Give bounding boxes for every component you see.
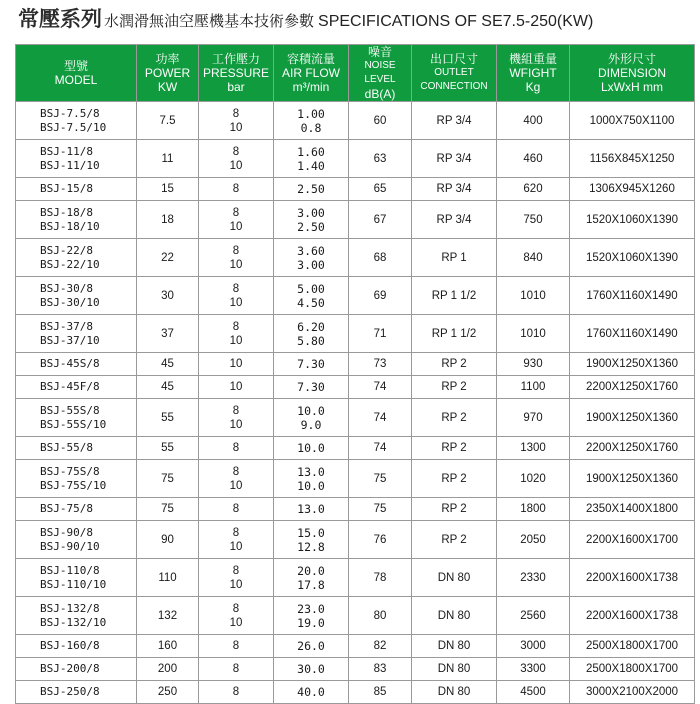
table-row [16,460,695,498]
outlet-cell: RP 3/4 [412,140,497,178]
model-line: BSJ-7.5/10 [40,120,107,134]
table-row [16,140,695,178]
table-row [16,559,695,597]
flow-line: 7.30 [297,380,325,394]
flow-line: 13.0 [297,464,325,479]
power-cell: 37 [137,315,199,353]
pressure-cell [199,635,274,658]
table-row [16,498,695,521]
model-line: BSJ-75S/8 [40,464,100,478]
power-cell: 30 [137,277,199,315]
flow-line: 10.0 [297,478,325,493]
pressure-line: 10 [229,296,243,309]
flow-line: 13.0 [297,502,325,516]
pressure-cell [199,498,274,521]
model-line: BSJ-30/8 [40,281,93,295]
power-cell: 132 [137,597,199,635]
model-line: BSJ-132/10 [40,615,107,629]
noise-cell: 75 [349,460,412,498]
weight-cell: 1010 [497,315,570,353]
outlet-cell: RP 1 [412,239,497,277]
dimension-cell: 1760X1160X1490 [570,315,695,353]
column-header-unit: KW [157,80,178,94]
column-header-cn: 容積流量 [286,52,335,66]
power-cell: 75 [137,460,199,498]
model-line: BSJ-132/8 [40,601,100,615]
power-cell: 200 [137,658,199,681]
flow-line: 30.0 [297,662,325,676]
model-line: BSJ-75S/10 [40,478,107,492]
noise-cell: 76 [349,521,412,559]
flow-line: 19.0 [297,615,325,630]
outlet-cell: RP 2 [412,460,497,498]
flow-cell [274,521,349,559]
pressure-cell [199,277,274,315]
model-cell [16,521,137,559]
power-cell: 7.5 [137,102,199,140]
model-cell [16,277,137,315]
column-header [570,45,695,102]
flow-line: 10.0 [297,403,325,418]
column-header-cn: 出口尺寸 [429,52,478,66]
pressure-line: 10 [229,578,243,591]
table-header [16,45,695,102]
model-line: BSJ-90/8 [40,525,93,539]
pressure-cell [199,658,274,681]
model-line: BSJ-55/8 [40,441,93,454]
header-row [16,45,695,102]
flow-cell [274,376,349,399]
noise-cell: 71 [349,315,412,353]
model-cell [16,597,137,635]
pressure-line: 10 [229,381,243,393]
model-line: BSJ-110/8 [40,563,100,577]
outlet-cell: RP 2 [412,376,497,399]
flow-cell [274,437,349,460]
flow-line: 40.0 [297,685,325,699]
power-cell: 45 [137,376,199,399]
flow-cell [274,597,349,635]
dimension-cell: 1900X1250X1360 [570,399,695,437]
pressure-cell [199,460,274,498]
flow-line: 12.8 [297,539,325,554]
pressure-line: 8 [232,465,240,478]
column-header [274,45,349,102]
noise-cell: 75 [349,498,412,521]
outlet-cell: RP 3/4 [412,102,497,140]
model-cell [16,239,137,277]
column-header-unit: m³/min [292,80,330,94]
pressure-cell [199,597,274,635]
dimension-cell: 1520X1060X1390 [570,239,695,277]
model-line: BSJ-22/10 [40,257,100,271]
model-cell [16,681,137,704]
weight-cell: 1300 [497,437,570,460]
outlet-cell: DN 80 [412,681,497,704]
model-cell [16,399,137,437]
column-header-cn: 噪音 [367,45,392,59]
model-line: BSJ-45F/8 [40,380,100,393]
power-cell: 75 [137,498,199,521]
column-header [497,45,570,102]
pressure-line: 8 [232,526,240,539]
model-line: BSJ-18/8 [40,205,93,219]
column-header-en: POWER [144,66,191,80]
pressure-cell [199,399,274,437]
pressure-line: 8 [232,602,240,615]
column-header-cn: 型號 [63,59,88,73]
pressure-line: 10 [229,258,243,271]
column-header-en: AIR FLOW [281,66,340,80]
pressure-cell [199,239,274,277]
noise-cell: 80 [349,597,412,635]
weight-cell: 2330 [497,559,570,597]
power-cell: 110 [137,559,199,597]
pressure-cell [199,376,274,399]
table-row [16,239,695,277]
title-description: 水潤滑無油空壓機基本技術參數 [104,13,315,30]
dimension-cell: 2200X1600X1738 [570,559,695,597]
model-line: BSJ-90/10 [40,539,100,553]
pressure-line: 8 [232,206,240,219]
pressure-line: 10 [229,616,243,629]
column-header-unit: LxWxH mm [601,80,663,94]
power-cell: 22 [137,239,199,277]
column-header-cn: 功率 [155,52,180,66]
outlet-cell: DN 80 [412,658,497,681]
model-line: BSJ-11/8 [40,144,93,158]
flow-line: 10.0 [297,441,325,455]
flow-line: 4.50 [297,295,325,310]
flow-line: 1.00 [297,106,325,121]
pressure-line: 8 [232,503,240,515]
table-row [16,376,695,399]
column-header-unit: bar [227,80,245,94]
dimension-cell: 1306X945X1260 [570,178,695,201]
flow-line: 1.40 [297,158,325,173]
flow-line: 17.8 [297,577,325,592]
flow-cell [274,559,349,597]
pressure-line: 10 [229,540,243,553]
table-row [16,597,695,635]
flow-line: 5.80 [297,333,325,348]
column-header-en: WFIGHT [509,66,557,80]
pressure-cell [199,521,274,559]
column-header-en: OUTLET CONNECTION [420,67,488,92]
dimension-cell: 2200X1600X1738 [570,597,695,635]
model-cell [16,376,137,399]
pressure-line: 10 [229,159,243,172]
column-header [412,45,497,102]
model-line: BSJ-55S/8 [40,403,100,417]
weight-cell: 2050 [497,521,570,559]
table-row [16,353,695,376]
pressure-line: 8 [232,107,240,120]
column-header-en: DIMENSION [597,66,666,80]
flow-line: 0.8 [300,120,322,135]
column-header-cn: 工作壓力 [211,52,260,66]
pressure-line: 8 [232,686,240,698]
flow-cell [274,353,349,376]
model-cell [16,315,137,353]
outlet-cell: DN 80 [412,597,497,635]
table-row [16,102,695,140]
column-header [349,45,412,102]
model-cell [16,102,137,140]
pressure-cell [199,681,274,704]
column-header-cn: 外形尺寸 [607,52,656,66]
noise-cell: 74 [349,399,412,437]
pressure-line: 10 [229,418,243,431]
weight-cell: 750 [497,201,570,239]
outlet-cell: RP 2 [412,437,497,460]
outlet-cell: RP 2 [412,353,497,376]
power-cell: 55 [137,437,199,460]
outlet-cell: DN 80 [412,635,497,658]
noise-cell: 74 [349,437,412,460]
model-line: BSJ-55S/10 [40,417,107,431]
flow-cell [274,239,349,277]
table-row [16,315,695,353]
dimension-cell: 2200X1250X1760 [570,376,695,399]
noise-cell: 65 [349,178,412,201]
outlet-cell: RP 3/4 [412,178,497,201]
weight-cell: 620 [497,178,570,201]
noise-cell: 82 [349,635,412,658]
weight-cell: 840 [497,239,570,277]
power-cell: 18 [137,201,199,239]
flow-line: 23.0 [297,601,325,616]
table-row [16,635,695,658]
model-line: BSJ-160/8 [40,639,100,652]
pressure-cell [199,559,274,597]
dimension-cell: 1900X1250X1360 [570,460,695,498]
weight-cell: 970 [497,399,570,437]
table-row [16,178,695,201]
column-header-unit: dB(A) [364,87,396,101]
dimension-cell: 2200X1250X1760 [570,437,695,460]
flow-cell [274,399,349,437]
pressure-line: 10 [229,121,243,134]
pressure-line: 10 [229,334,243,347]
pressure-line: 10 [229,358,243,370]
flow-line: 9.0 [300,417,322,432]
flow-cell [274,102,349,140]
model-cell [16,140,137,178]
power-cell: 11 [137,140,199,178]
weight-cell: 400 [497,102,570,140]
pressure-line: 8 [232,640,240,652]
dimension-cell: 3000X2100X2000 [570,681,695,704]
power-cell: 55 [137,399,199,437]
noise-cell: 69 [349,277,412,315]
weight-cell: 1010 [497,277,570,315]
pressure-line: 8 [232,183,240,195]
model-cell [16,559,137,597]
outlet-cell: RP 1 1/2 [412,315,497,353]
pressure-line: 8 [232,145,240,158]
flow-cell [274,315,349,353]
weight-cell: 1100 [497,376,570,399]
model-cell [16,201,137,239]
dimension-cell: 1000X750X1100 [570,102,695,140]
model-line: BSJ-22/8 [40,243,93,257]
pressure-cell [199,140,274,178]
column-header-cn: 機組重量 [508,52,557,66]
outlet-cell: DN 80 [412,559,497,597]
page-title [18,2,593,38]
model-cell [16,460,137,498]
spec-table [15,44,695,704]
table-row [16,201,695,239]
noise-cell: 83 [349,658,412,681]
power-cell: 45 [137,353,199,376]
flow-line: 20.0 [297,563,325,578]
outlet-cell: RP 2 [412,399,497,437]
pressure-line: 8 [232,320,240,333]
dimension-cell: 2500X1800X1700 [570,635,695,658]
dimension-cell: 2500X1800X1700 [570,658,695,681]
column-header-en: NOISE LEVEL [364,60,396,85]
flow-cell [274,277,349,315]
outlet-cell: RP 3/4 [412,201,497,239]
table-row [16,399,695,437]
pressure-cell [199,178,274,201]
model-cell [16,353,137,376]
flow-cell [274,498,349,521]
dimension-cell: 1520X1060X1390 [570,201,695,239]
weight-cell: 1800 [497,498,570,521]
pressure-line: 8 [232,442,240,454]
weight-cell: 3000 [497,635,570,658]
model-cell [16,178,137,201]
title-series: 常壓系列 [18,8,102,31]
dimension-cell: 1156X845X1250 [570,140,695,178]
pressure-cell [199,315,274,353]
dimension-cell: 2200X1600X1700 [570,521,695,559]
pressure-cell [199,437,274,460]
model-line: BSJ-37/8 [40,319,93,333]
power-cell: 250 [137,681,199,704]
pressure-line: 8 [232,663,240,675]
weight-cell: 3300 [497,658,570,681]
flow-cell [274,140,349,178]
flow-line: 2.50 [297,182,325,196]
dimension-cell: 2350X1400X1800 [570,498,695,521]
model-line: BSJ-110/10 [40,577,107,591]
table-row [16,658,695,681]
flow-line: 3.00 [297,257,325,272]
model-line: BSJ-30/10 [40,295,100,309]
flow-line: 5.00 [297,281,325,296]
model-line: BSJ-37/10 [40,333,100,347]
column-header-en: MODEL [54,73,98,87]
power-cell: 15 [137,178,199,201]
model-line: BSJ-11/10 [40,158,100,172]
noise-cell: 68 [349,239,412,277]
table-row [16,277,695,315]
weight-cell: 1020 [497,460,570,498]
outlet-cell: RP 1 1/2 [412,277,497,315]
flow-line: 6.20 [297,319,325,334]
pressure-cell [199,201,274,239]
noise-cell: 60 [349,102,412,140]
model-line: BSJ-75/8 [40,502,93,515]
table-row [16,521,695,559]
flow-line: 7.30 [297,357,325,371]
power-cell: 90 [137,521,199,559]
flow-cell [274,201,349,239]
pressure-line: 8 [232,282,240,295]
flow-line: 26.0 [297,639,325,653]
model-cell [16,658,137,681]
model-line: BSJ-45S/8 [40,357,100,370]
flow-line: 3.60 [297,243,325,258]
flow-cell [274,460,349,498]
pressure-cell [199,102,274,140]
model-line: BSJ-15/8 [40,182,93,195]
noise-cell: 67 [349,201,412,239]
weight-cell: 460 [497,140,570,178]
pressure-line: 8 [232,564,240,577]
column-header-unit: Kg [525,80,541,94]
model-cell [16,437,137,460]
dimension-cell: 1900X1250X1360 [570,353,695,376]
pressure-line: 10 [229,220,243,233]
noise-cell: 73 [349,353,412,376]
model-line: BSJ-200/8 [40,662,100,675]
flow-line: 1.60 [297,144,325,159]
column-header [137,45,199,102]
model-line: BSJ-250/8 [40,685,100,698]
noise-cell: 74 [349,376,412,399]
flow-cell [274,635,349,658]
weight-cell: 4500 [497,681,570,704]
pressure-line: 8 [232,404,240,417]
table-row [16,681,695,704]
flow-line: 3.00 [297,205,325,220]
pressure-line: 10 [229,479,243,492]
table-body [16,102,695,704]
outlet-cell: RP 2 [412,521,497,559]
model-cell [16,635,137,658]
model-cell [16,498,137,521]
column-header-en: PRESSURE [202,66,270,80]
flow-cell [274,178,349,201]
power-cell: 160 [137,635,199,658]
outlet-cell: RP 2 [412,498,497,521]
flow-cell [274,658,349,681]
weight-cell: 2560 [497,597,570,635]
dimension-cell: 1760X1160X1490 [570,277,695,315]
pressure-cell [199,353,274,376]
flow-line: 15.0 [297,525,325,540]
noise-cell: 85 [349,681,412,704]
flow-cell [274,681,349,704]
noise-cell: 78 [349,559,412,597]
model-line: BSJ-18/10 [40,219,100,233]
title-english: SPECIFICATIONS OF SE7.5-250(KW) [318,13,594,30]
column-header [16,45,137,102]
noise-cell: 63 [349,140,412,178]
weight-cell: 930 [497,353,570,376]
table-row [16,437,695,460]
model-line: BSJ-7.5/8 [40,106,100,120]
pressure-line: 8 [232,244,240,257]
column-header [199,45,274,102]
flow-line: 2.50 [297,219,325,234]
